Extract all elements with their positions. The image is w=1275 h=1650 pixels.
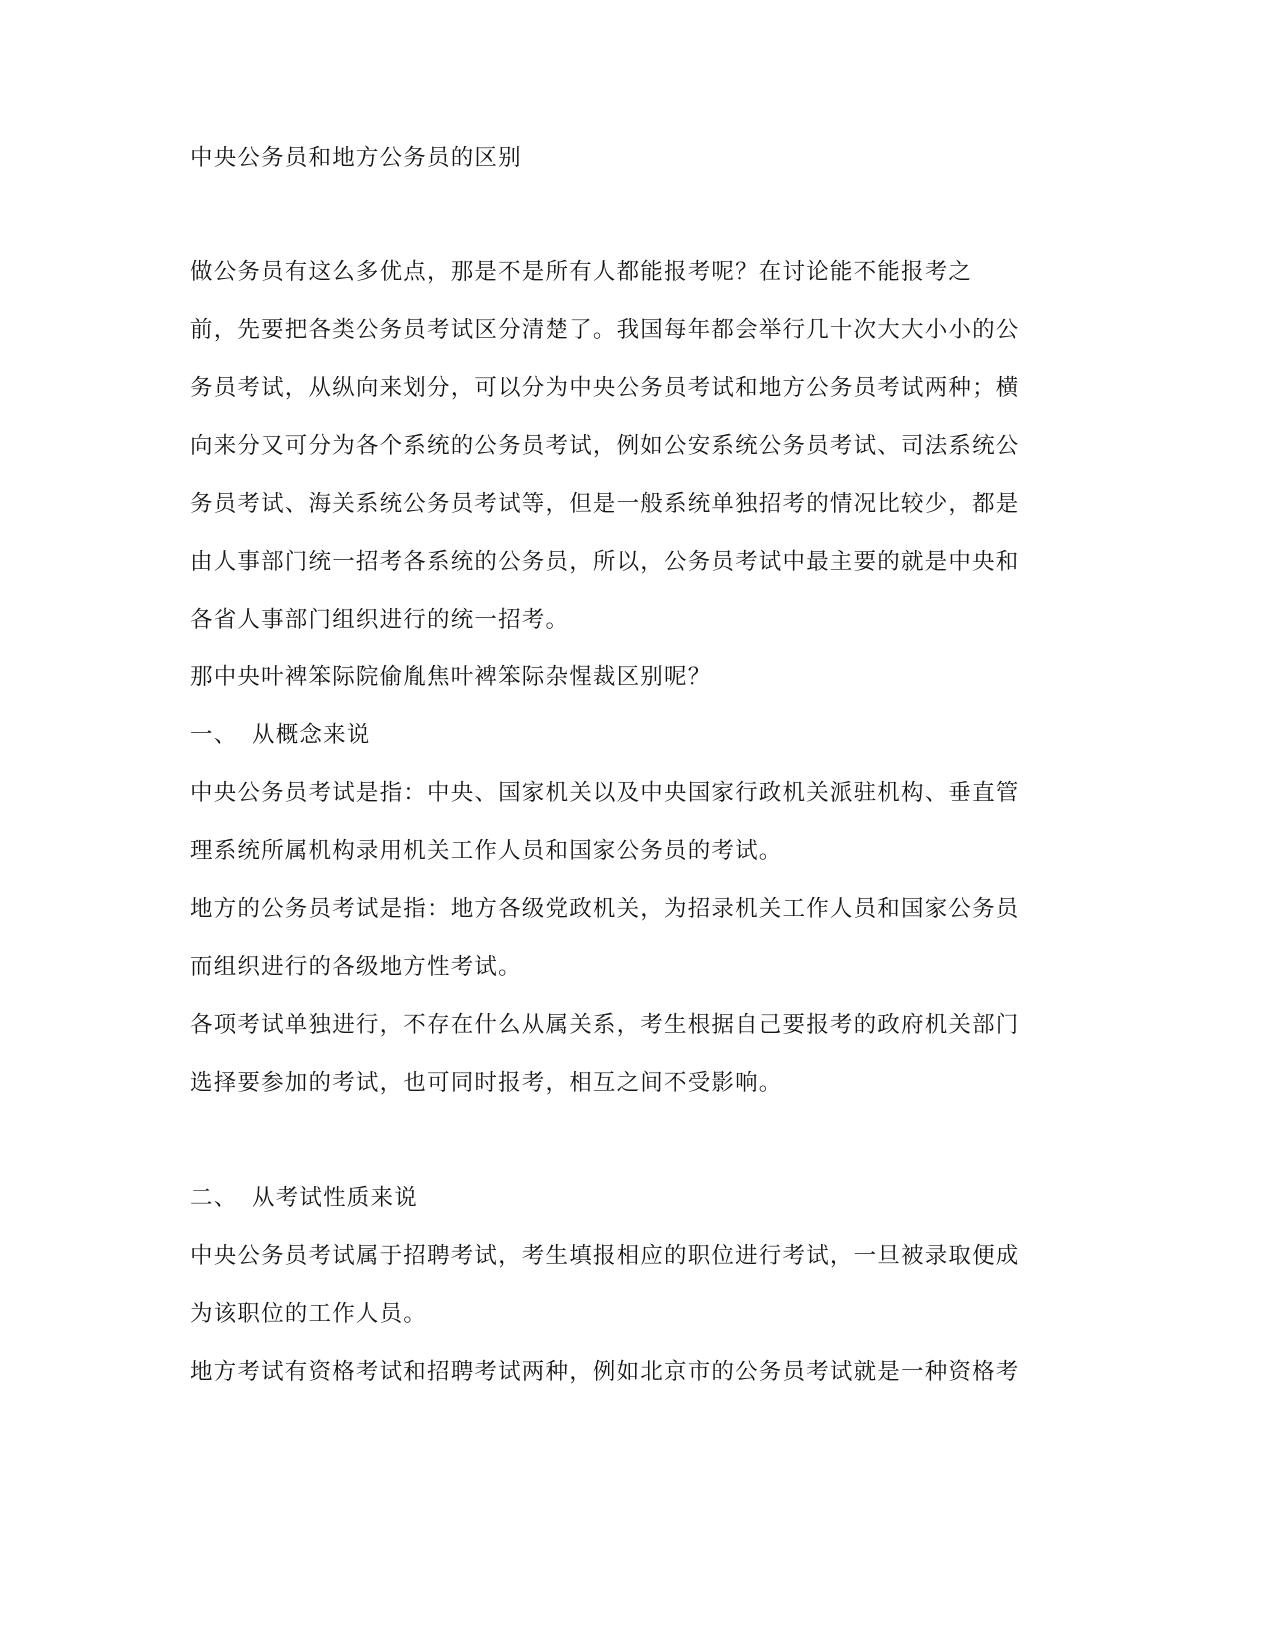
paragraph-line: 而组织进行的各级地方性考试。 [190,954,522,980]
paragraph-line: 做公务员有这么多优点，那是不是所有人都能报考呢？在讨论能不能报考之 [190,259,973,285]
section-heading [190,720,371,750]
paragraph-line: 由人事部门统一招考各系统的公务员，所以，公务员考试中最主要的就是中央和 [190,549,1020,575]
paragraph-line: 为该职位的工作人员。 [190,1301,428,1327]
paragraph-line: 地方的公务员考试是指：地方各级党政机关，为招录机关工作人员和国家公务员 [190,896,1020,922]
section-title: 从考试性质来说 [252,1185,418,1211]
section-title: 从概念来说 [252,722,371,748]
paragraph-line: 地方考试有资格考试和招聘考试两种，例如北京市的公务员考试就是一种资格考 [190,1359,1020,1385]
paragraph-line: 各项考试单独进行，不存在什么从属关系，考生根据自己要报考的政府机关部门 [190,1012,1020,1038]
paragraph-line: 理系统所属机构录用机关工作人员和国家公务员的考试。 [190,838,783,864]
section-heading [190,1183,418,1213]
question-line: 那中央叶裨笨际院偷胤焦叶裨笨际杂惺裁区别呢？ [190,664,712,690]
paragraph-line: 中央公务员考试是指：中央、国家机关以及中央国家行政机关派驻机构、垂直管 [190,780,1020,806]
paragraph-line: 中央公务员考试属于招聘考试，考生填报相应的职位进行考试，一旦被录取便成 [190,1243,1020,1269]
paragraph-line: 前，先要把各类公务员考试区分清楚了。我国每年都会举行几十次大大小小的公 [190,317,1020,343]
section-number: 二、 [190,1185,238,1211]
section-number: 一、 [190,722,238,748]
document-title: 中央公务员和地方公务员的区别 [190,145,522,171]
paragraph-line: 选择要参加的考试，也可同时报考，相互之间不受影响。 [190,1070,783,1096]
paragraph-line: 向来分又可分为各个系统的公务员考试，例如公安系统公务员考试、司法系统公 [190,433,1020,459]
paragraph-line: 务员考试，从纵向来划分，可以分为中央公务员考试和地方公务员考试两种；横 [190,375,1020,401]
paragraph-line: 各省人事部门组织进行的统一招考。 [190,607,570,633]
paragraph-line: 务员考试、海关系统公务员考试等，但是一般系统单独招考的情况比较少，都是 [190,491,1020,517]
